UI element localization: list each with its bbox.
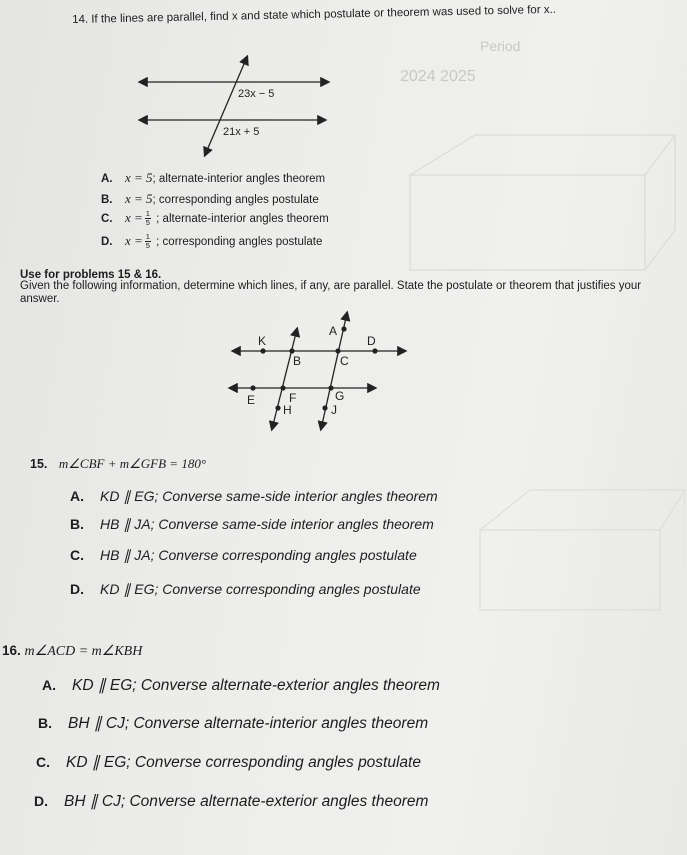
label-j: J — [331, 403, 337, 417]
label-g: G — [335, 389, 345, 403]
angle-label-top: 23x − 5 — [238, 88, 275, 100]
given-instructions: Given the following information, determine which lines, if any, are parallel. State the postulate or theorem that justifies your answer. — [20, 280, 642, 305]
label-c: C — [340, 354, 349, 368]
q16-option-a[interactable]: A. KD ∥ EG; Converse alternate-exterior angles theorem — [42, 677, 440, 694]
point-k — [260, 348, 265, 353]
lines-figure — [225, 307, 415, 435]
question-14-text: 14. If the lines are parallel, find x and state which postulate or theorem was used to solve for x.. — [72, 3, 557, 26]
fraction: $\frac{1}{5}$ — [145, 209, 150, 228]
fraction: $\frac{1}{5}$ — [145, 232, 150, 251]
label-b: B — [293, 354, 302, 368]
point-b — [289, 348, 294, 353]
q14-option-a[interactable]: A. x = 5; alternate-interior angles theorem — [101, 170, 326, 185]
q14-option-c[interactable]: C. x = $\frac{1}{5}$ ; alternate-interior angles theorem — [101, 209, 329, 228]
label-k: K — [258, 334, 267, 348]
label-a: A — [329, 324, 338, 338]
question-16-stem: m∠ACD = m∠KBH — [24, 644, 143, 659]
bleed-through-box — [460, 470, 685, 620]
label-h: H — [283, 403, 292, 417]
transversal-line — [205, 57, 247, 155]
q15-option-c[interactable]: C. HB ∥ JA; Converse corresponding angles postulate — [70, 547, 417, 563]
q16-option-b[interactable]: B. BH ∥ CJ; Converse alternate-interior angles theorem — [38, 715, 429, 732]
point-d — [372, 348, 377, 353]
parallel-lines-figure — [135, 55, 335, 167]
q16-option-c[interactable]: C. KD ∥ EG; Converse corresponding angles postulate — [36, 754, 421, 771]
bleed-through-box — [390, 120, 680, 280]
point-f — [280, 385, 285, 390]
q14-option-d[interactable]: D. x = $\frac{1}{5}$ ; corresponding angles postulate — [101, 232, 323, 251]
question-16-number: 16. — [2, 643, 21, 658]
label-e: E — [247, 393, 256, 407]
bleed-through-text: Period — [480, 38, 521, 54]
question-16 — [2, 643, 142, 660]
q15-option-a[interactable]: A. KD ∥ EG; Converse same-side interior angles theorem — [70, 488, 438, 504]
label-d: D — [367, 334, 376, 348]
bleed-through-text: 2024 2025 — [400, 68, 476, 85]
use-for-heading: Use for problems 15 & 16. — [20, 269, 162, 281]
q14-option-b[interactable]: B. x = 5; corresponding angles postulate — [101, 191, 319, 206]
question-15-stem: m∠CBF + m∠GFB = 180° — [58, 456, 207, 471]
point-g — [328, 385, 333, 390]
q16-option-d[interactable]: D. BH ∥ CJ; Converse alternate-exterior angles theorem — [34, 793, 429, 810]
point-h — [275, 405, 280, 410]
angle-label-bottom: 21x + 5 — [223, 126, 260, 138]
q15-option-b[interactable]: B. HB ∥ JA; Converse same-side interior angles theorem — [70, 516, 434, 532]
point-e — [250, 385, 255, 390]
question-15-number: 15. — [30, 457, 48, 471]
point-c — [335, 348, 340, 353]
label-f: F — [289, 391, 297, 405]
question-15 — [30, 456, 206, 472]
point-a — [341, 326, 346, 331]
q15-option-d[interactable]: D. KD ∥ EG; Converse corresponding angles postulate — [70, 581, 421, 597]
point-j — [322, 405, 327, 410]
